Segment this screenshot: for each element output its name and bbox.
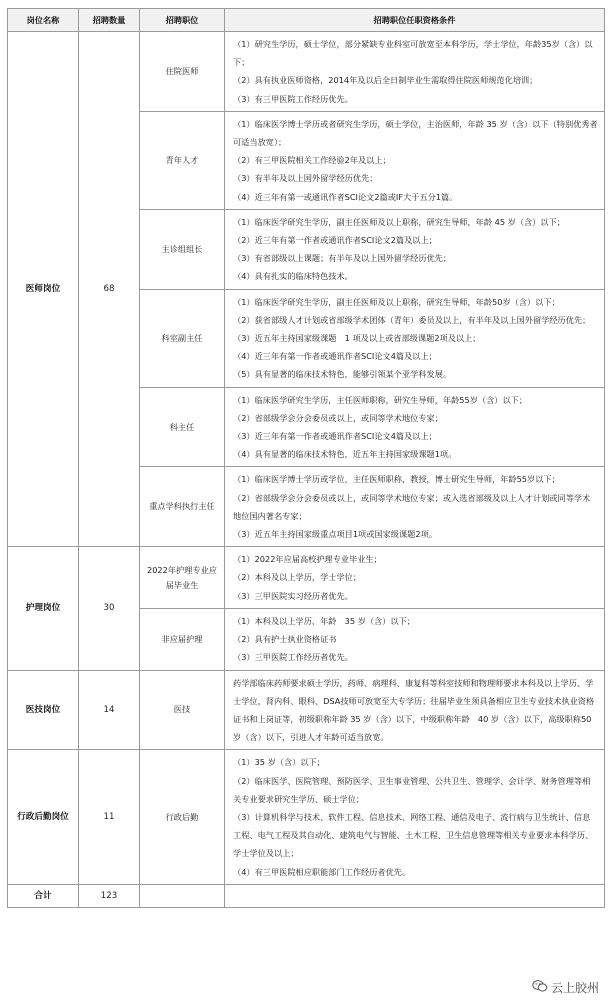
requirement-line: （4）具有显著的临床技术特色，近五年主持国家级课题1项。 bbox=[233, 449, 457, 460]
requirement-line: （1）研究生学历，硕士学位，部分紧缺专业科室可放宽至本科学历，学士学位，年龄35岁（含）以下； bbox=[233, 39, 593, 68]
requirements-cell bbox=[225, 467, 605, 547]
count-cell: 68 bbox=[79, 32, 140, 547]
requirements-cell bbox=[225, 209, 605, 289]
requirement-line: （3）近五年主持国家级课题 1 项及以上或省部级课题2项及以上； bbox=[233, 333, 481, 344]
header-requirements: 招聘职位任职资格条件 bbox=[225, 9, 605, 32]
requirement-line: （4）有三甲医院相应职能部门工作经历者优先。 bbox=[233, 866, 411, 877]
requirement-line: （1）临床医学研究生学历，主任医师职称，研究生导师，年龄55岁（含）以下； bbox=[233, 394, 528, 405]
requirement-line: （1）临床医学研究生学历，副主任医师及以上职称，研究生导师，年龄50岁（含）以下； bbox=[233, 296, 560, 307]
requirement-line: （2）有三甲医院相关工作经验2年及以上； bbox=[233, 155, 391, 166]
total-count: 123 bbox=[79, 884, 140, 907]
requirement-line: （1）临床医学博士学历或学位，主任医师职称，教授，博士研究生导师，年龄55岁以下； bbox=[233, 474, 560, 485]
requirements-cell bbox=[225, 750, 605, 884]
requirement-line: （3）计算机科学与技术、软件工程、信息技术、网络工程、通信及电子、流行病与卫生统计、信息工程、电气工程及其自动化、建筑电气与智能、土木工程、卫生信息管理等相关专业要求本科学历、学士学位及以上； bbox=[233, 811, 594, 859]
requirement-line: （1）本科及以上学历，年龄 35 岁（含）以下； bbox=[233, 615, 415, 626]
requirements-cell bbox=[225, 32, 605, 112]
job-title-cell: 科主任 bbox=[140, 387, 225, 467]
requirement-line: 药学部临床药师要求硕士学历，药师、病理科、康复科等科室技师和物理师要求本科及以上学历、学士学位，肾内科、眼科、DSA技师可放宽至大专学历；往届毕业生须具备相应卫生专业技术执业资格证书和上岗证等，初级职称年龄 35 岁（含）以下，中级职称年龄 40 岁（含）以下，高级职称50 岁（含）以下，引进人才年龄可适当放宽。 bbox=[233, 677, 595, 743]
requirement-line: （3）近三年有第一作者或通讯作者SCI论文4篇及以上； bbox=[233, 431, 437, 442]
job-title-cell: 主诊组组长 bbox=[140, 209, 225, 289]
requirements-cell bbox=[225, 608, 605, 670]
job-title-cell: 重点学科执行主任 bbox=[140, 467, 225, 547]
total-row bbox=[8, 884, 605, 907]
requirement-line: （1）35 岁（含）以下； bbox=[233, 757, 325, 768]
requirement-line: （1）2022年应届高校护理专业毕业生； bbox=[233, 554, 382, 565]
requirement-line: （3）有半年及以上国外留学经历优先； bbox=[233, 173, 378, 184]
requirement-line: （4）近三年有第一作者或通讯作者SCI论文4篇及以上； bbox=[233, 351, 437, 362]
requirements-cell bbox=[225, 670, 605, 750]
requirement-line: （2）近三年有第一作者或通讯作者SCI论文2篇及以上； bbox=[233, 235, 437, 246]
category-cell: 护理岗位 bbox=[8, 547, 79, 670]
job-title-cell: 非应届护理 bbox=[140, 608, 225, 670]
requirement-line: （2）省部级学会分会委员或以上，或同等学术地位专家；或入选省部级及以上人才计划或同等学术地位国内著名专家； bbox=[233, 492, 591, 521]
requirement-line: （1）临床医学博士学历或者研究生学历，硕士学位，主治医师，年龄 35 岁（含）以下（特别优秀者可适当放宽）； bbox=[233, 118, 598, 148]
requirement-line: （3）三甲医院实习经历者优先。 bbox=[233, 590, 353, 601]
requirement-line: （3）近五年主持国家级重点项目1项或国家级课题2项。 bbox=[233, 529, 437, 540]
job-title-cell: 青年人才 bbox=[140, 111, 225, 209]
category-cell: 行政后勤岗位 bbox=[8, 750, 79, 884]
table-row bbox=[8, 32, 605, 112]
requirement-line: （3）有三甲医院工作经历优先。 bbox=[233, 93, 353, 104]
requirement-line: （2）临床医学、医院管理、预防医学、卫生事业管理、公共卫生、管理学、会计学、财务管理等相关专业要求研究生学历、硕士学位； bbox=[233, 775, 591, 804]
requirement-line: （1）临床医学研究生学历，副主任医师及以上职称，研究生导师，年龄 45 岁（含）以下； bbox=[233, 216, 565, 227]
job-title-cell: 行政后勤 bbox=[140, 750, 225, 884]
requirements-cell bbox=[225, 289, 605, 387]
job-title-cell: 科室副主任 bbox=[140, 289, 225, 387]
header-job-title: 招聘职位 bbox=[140, 9, 225, 32]
empty-cell bbox=[140, 884, 225, 907]
job-title-cell: 2022年护理专业应届毕业生 bbox=[140, 547, 225, 609]
table-header-row bbox=[8, 9, 605, 32]
requirements-cell bbox=[225, 111, 605, 209]
recruitment-table bbox=[7, 8, 605, 908]
watermark-text: 云上胶州 bbox=[550, 981, 599, 995]
table-row bbox=[8, 750, 605, 884]
category-cell: 医技岗位 bbox=[8, 670, 79, 750]
count-cell: 30 bbox=[79, 547, 140, 670]
requirement-line: （2）本科及以上学历，学士学位； bbox=[233, 572, 362, 583]
count-cell: 14 bbox=[79, 670, 140, 750]
requirement-line: （2）获省部级人才计划或省部级学术团体（青年）委员及以上，有半年及以上国外留学经历优先； bbox=[233, 314, 591, 325]
table-row bbox=[8, 670, 605, 750]
requirement-line: （2）具有执业医师资格，2014年及以后全日制毕业生需取得住院医师规范化培训； bbox=[233, 75, 538, 86]
wechat-icon bbox=[532, 979, 548, 996]
requirement-line: （2）省部级学会分会委员或以上，或同等学术地位专家； bbox=[233, 412, 443, 423]
table-row bbox=[8, 547, 605, 609]
job-title-cell: 医技 bbox=[140, 670, 225, 750]
empty-cell bbox=[225, 884, 605, 907]
total-label: 合计 bbox=[8, 884, 79, 907]
requirement-line: （3）三甲医院工作经历者优先。 bbox=[233, 652, 353, 663]
requirement-line: （4）近三年有第一或通讯作者SCI论文2篇或IF大于五分1篇。 bbox=[233, 191, 458, 202]
job-title-cell: 住院医师 bbox=[140, 32, 225, 112]
requirement-line: （2）具有护士执业资格证书 bbox=[233, 634, 337, 645]
header-count: 招聘数量 bbox=[79, 9, 140, 32]
requirements-cell bbox=[225, 387, 605, 467]
watermark bbox=[532, 979, 599, 996]
category-cell: 医师岗位 bbox=[8, 32, 79, 547]
requirement-line: （4）具有扎实的临床特色技术。 bbox=[233, 271, 353, 282]
requirements-cell bbox=[225, 547, 605, 609]
header-position-name: 岗位名称 bbox=[8, 9, 79, 32]
requirement-line: （5）具有显著的临床技术特色，能够引领某个亚学科发展。 bbox=[233, 369, 452, 380]
requirement-line: （3）有省部级以上课题；有半年及以上国外留学经历优先； bbox=[233, 253, 452, 264]
count-cell: 11 bbox=[79, 750, 140, 884]
